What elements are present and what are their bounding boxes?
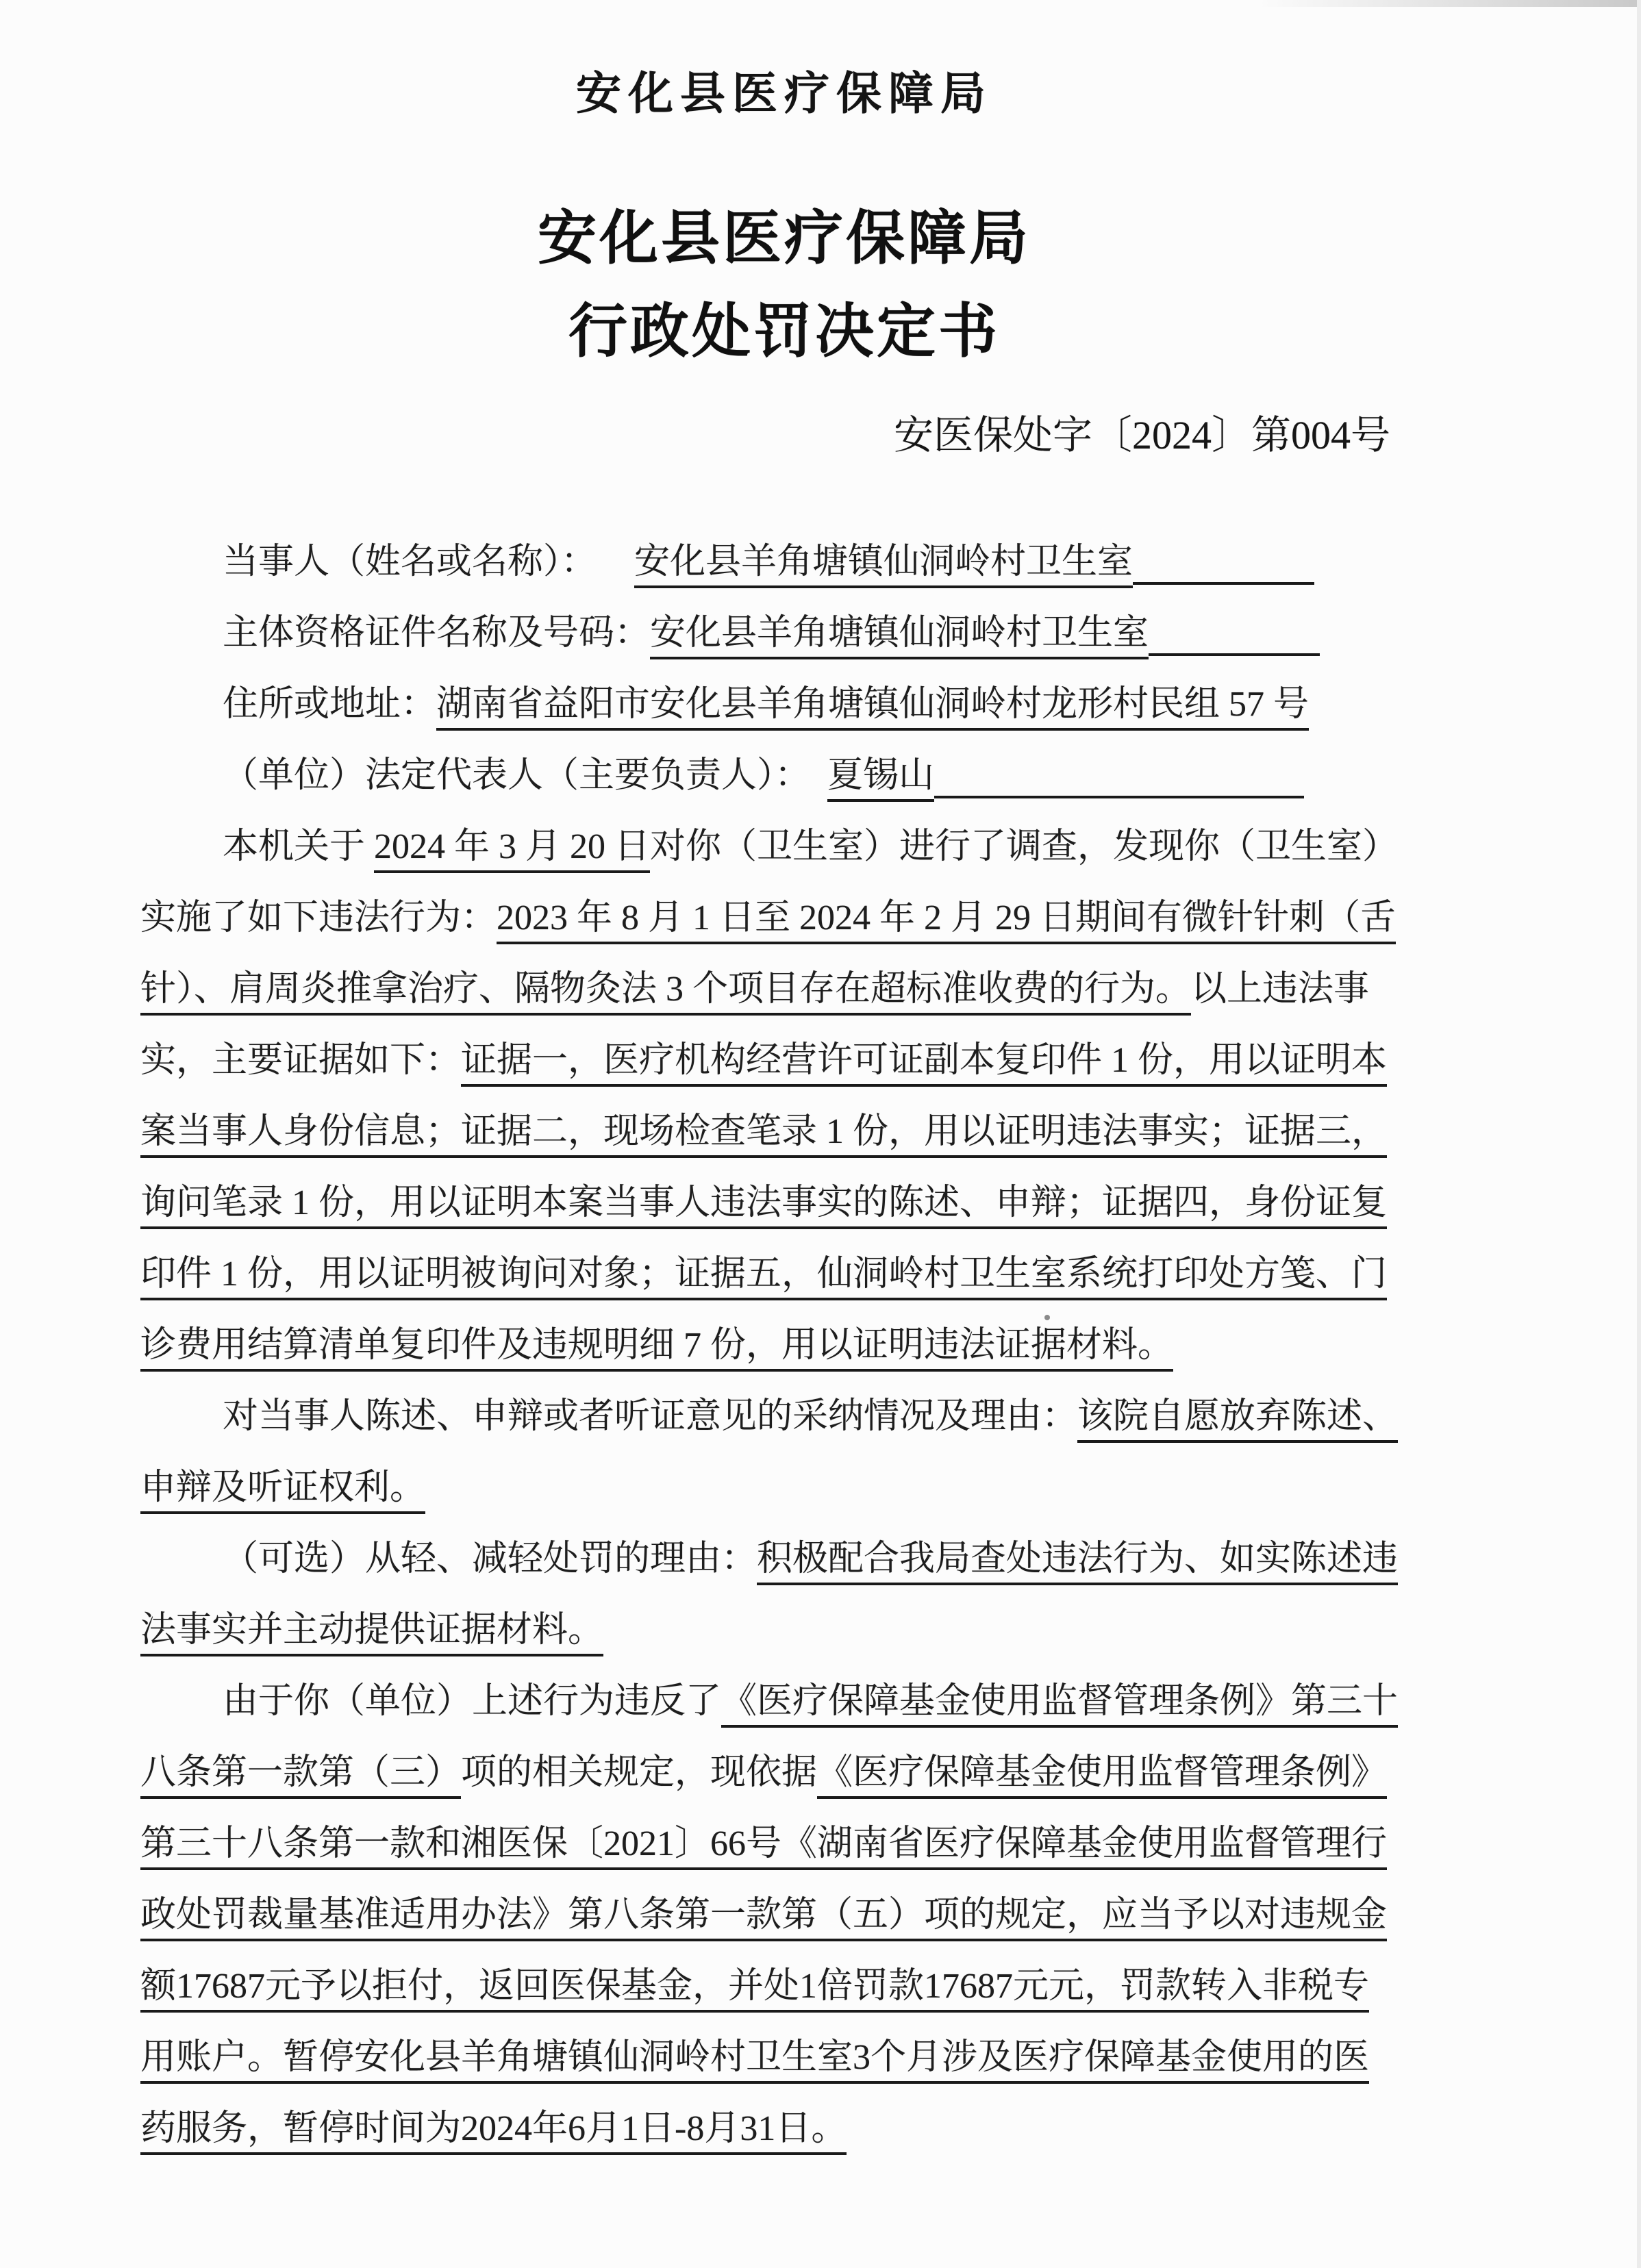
printed-text: （单位）法定代表人（主要负责人）： [223,756,811,795]
body-line [140,1239,1428,1310]
body-line [140,954,1428,1025]
body-line [140,1096,1428,1168]
underlined-filled-text: 安化县羊角塘镇仙洞岭村卫生室 [650,614,1149,659]
body-line [140,1595,1428,1666]
printed-text: 对你（卫生室）进行了调查，发现你（卫生室） [650,827,1399,866]
body-line [140,669,1428,740]
blank-underline [934,784,1304,798]
printed-text: 对当事人陈述、申辩或者听证意见的采纳情况及理由： [223,1397,1078,1436]
underlined-filled-text: 诊费用结算清单复印件及违规明细 7 份，用以证明违法证据材料。 [140,1326,1173,1372]
scan-artifact-right-edge [1637,0,1641,2268]
blank-underline [1149,642,1320,656]
document-body [140,527,1428,2165]
underlined-filled-text: 药服务，暂停时间为2024年6月1日-8月31日。 [140,2109,847,2155]
body-line [140,883,1428,954]
underlined-filled-text: 询问笔录 1 份，用以证明本案当事人违法事实的陈述、申辩；证据四，身份证复 [140,1183,1387,1229]
body-line [140,1666,1428,1737]
underlined-filled-text: 政处罚裁量基准适用办法》第八条第一款第（五）项的规定，应当予以对违规金 [140,1895,1387,1941]
document-number: 安医保处字〔2024〕第004号 [893,413,1390,457]
underlined-filled-text: 湖南省益阳市安化县羊角塘镇仙洞岭村龙形村民组 57 号 [436,685,1309,731]
body-line [140,1524,1428,1595]
printed-text: 项的相关规定，现依据 [461,1753,818,1792]
underlined-filled-text: 针）、肩周炎推拿治疗、隔物灸法 3 个项目存在超标准收费的行为。 [140,970,1191,1016]
underlined-filled-text: 安化县羊角塘镇仙洞岭村卫生室 [634,542,1133,588]
document-title-agency: 安化县医疗保障局 [538,205,1031,271]
printed-text: 由于你（单位）上述行为违反了 [223,1682,722,1721]
body-line [140,1951,1428,2022]
underlined-filled-text: 申辩及听证权利。 [140,1468,425,1514]
underlined-filled-text: 八条第一款第（三） [140,1753,461,1799]
body-line [140,1310,1428,1381]
underlined-filled-text: 第三十八条第一款和湘医保〔2021〕66号《湖南省医疗保障基金使用监督管理行 [140,1824,1387,1870]
underlined-filled-text: 额17687元予以拒付，返回医保基金，并处1倍罚款17687元元，罚款转入非税专 [140,1967,1369,2013]
underlined-filled-text: 案当事人身份信息；证据二，现场检查笔录 1 份，用以证明违法事实；证据三， [140,1112,1387,1158]
printed-text: 当事人（姓名或名称）： [223,542,597,581]
body-line [140,1381,1428,1452]
body-line [140,1809,1428,1880]
body-line [140,1880,1428,1951]
body-line [140,2022,1428,2093]
underlined-filled-text: 法事实并主动提供证据材料。 [140,1611,603,1656]
body-line [140,527,1428,598]
blank-underline [1133,570,1314,585]
body-line [140,740,1428,811]
printed-text: 实，主要证据如下： [140,1041,462,1080]
body-line [140,1452,1428,1524]
printed-text: 实施了如下违法行为： [140,898,497,937]
body-line [140,1025,1428,1096]
body-line [140,2093,1428,2165]
underlined-filled-text: 《医疗保障基金使用监督管理条例》 [817,1753,1387,1799]
underlined-filled-text: 该院自愿放弃陈述、 [1077,1397,1398,1443]
underlined-filled-text: 《医疗保障基金使用监督管理条例》第三十 [721,1682,1398,1728]
document-content [140,0,1428,2268]
printed-text: 住所或地址： [223,685,437,724]
underlined-filled-text: 2023 年 8 月 1 日至 2024 年 2 月 29 日期间有微针针刺（舌 [497,898,1396,944]
underlined-filled-text: 证据一，医疗机构经营许可证副本复印件 1 份，用以证明本 [461,1041,1387,1087]
body-line [140,1168,1428,1239]
body-line [140,1737,1428,1809]
agency-letterhead: 安化县医疗保障局 [576,69,992,119]
underlined-filled-text: 积极配合我局查处违法行为、如实陈述违 [757,1539,1398,1585]
body-line [140,598,1428,669]
printed-text: 主体资格证件名称及号码： [223,614,651,653]
underlined-filled-text: 2024 年 3 月 20 日 [374,827,650,873]
underlined-filled-text: 印件 1 份，用以证明被询问对象；证据五，仙洞岭村卫生室系统打印处方笺、门 [140,1255,1387,1300]
underlined-filled-text: 用账户。暂停安化县羊角塘镇仙洞岭村卫生室3个月涉及医疗保障基金使用的医 [140,2038,1369,2084]
printed-text: （可选）从轻、减轻处罚的理由： [223,1539,757,1578]
printed-text: 本机关于 [223,827,375,866]
document-title-type: 行政处罚决定书 [568,299,1000,364]
body-line [140,811,1428,883]
underlined-filled-text: 夏锡山 [827,756,934,802]
printed-text: 以上违法事 [1191,970,1370,1009]
